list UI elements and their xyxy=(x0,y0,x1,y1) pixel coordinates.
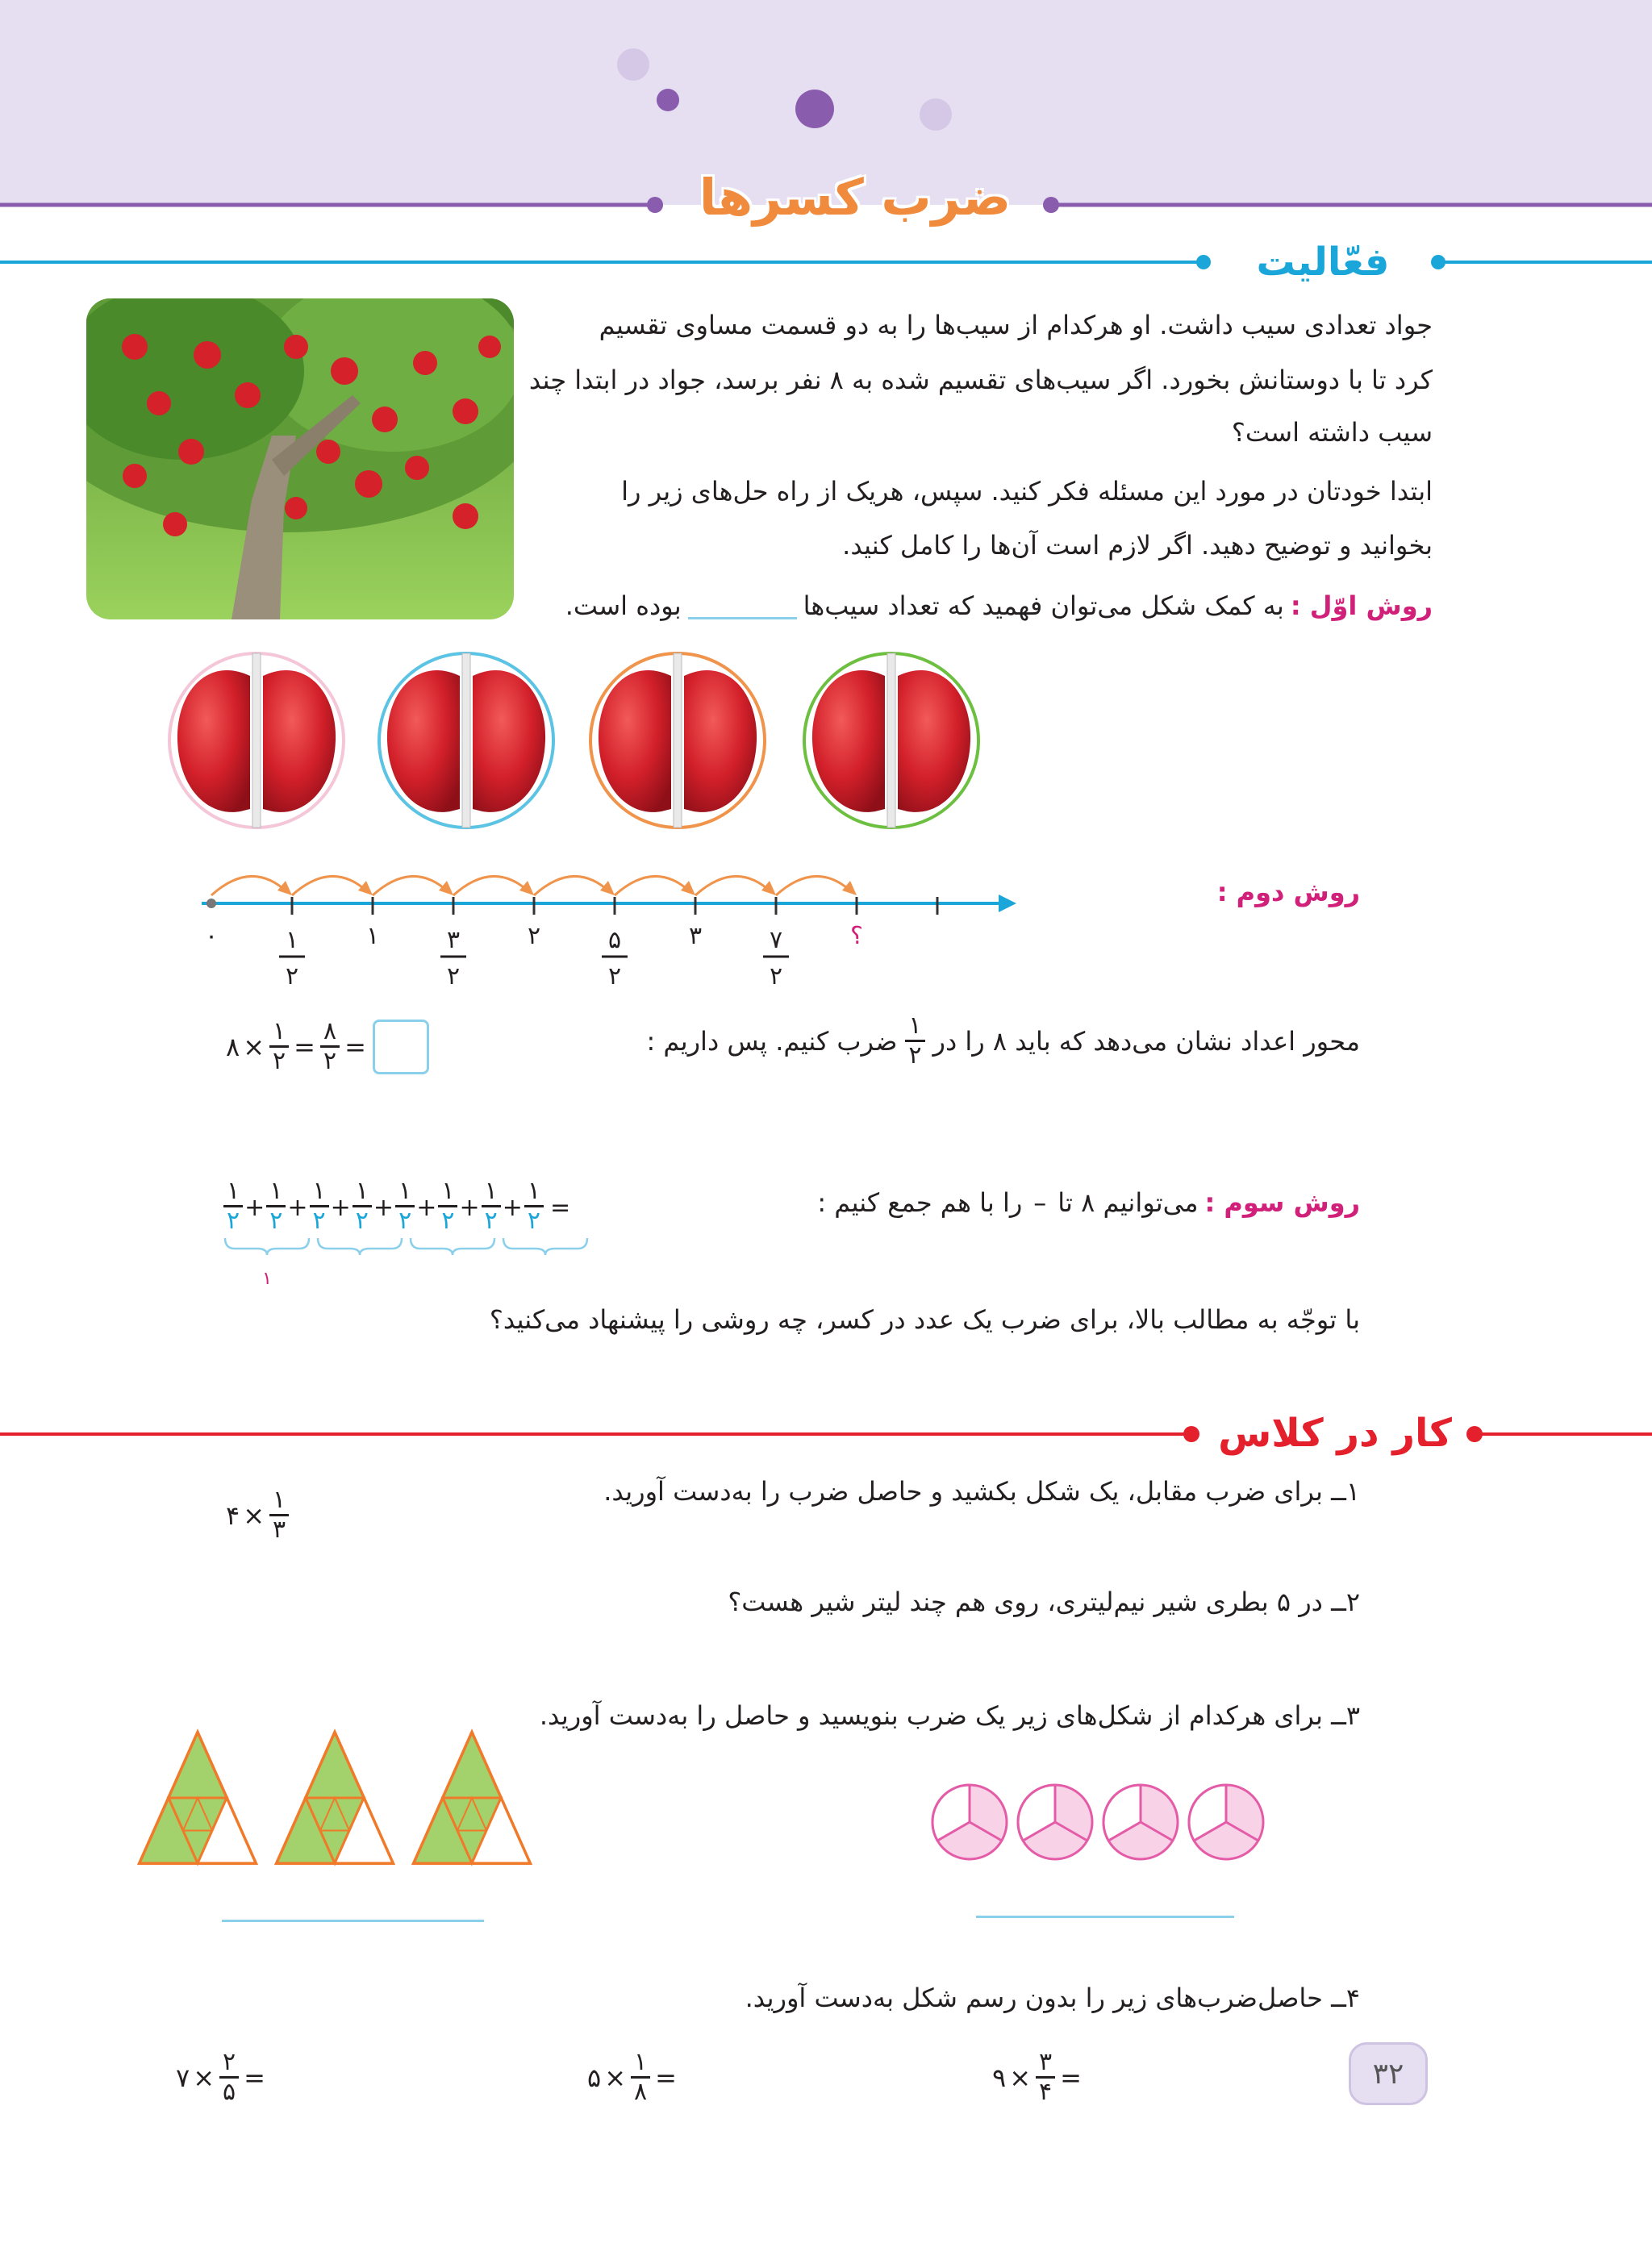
number-line-label: ۰ xyxy=(204,922,219,950)
classwork-q3: ۳ــ برای هرکدام از شکل‌های زیر یک ضرب بنویسید و حاصل را به‌دست آورید. xyxy=(539,1700,1360,1731)
number-line-frac-den: ۲ xyxy=(285,962,299,990)
sum-fraction: $\frac{۱}{۲}$ xyxy=(223,1178,243,1235)
sum-fraction: $\frac{۱}{۲}$ xyxy=(524,1178,544,1235)
q4-expression-1: ۹ × $\frac{۳}{۴}$ = xyxy=(992,2048,1082,2106)
method3-dash: – xyxy=(1033,1187,1047,1218)
triangle-figure-3 xyxy=(414,1733,530,1863)
number-line-frac-den: ۲ xyxy=(446,962,461,990)
hop-arc xyxy=(534,876,610,895)
deco-dot-3 xyxy=(795,90,834,128)
hop-arc xyxy=(453,876,529,895)
apple-3 xyxy=(590,653,765,828)
hop-arrowhead xyxy=(761,881,776,895)
method2-expression: ۸ × $\frac{۱}{۲}$ = $\frac{۸}{۲}$ = xyxy=(226,1018,429,1075)
hop-arc xyxy=(615,876,690,895)
page-number: ۳۲ xyxy=(1372,2057,1404,2091)
sum-fraction: $\frac{۱}{۲}$ xyxy=(310,1178,329,1235)
sum-fraction: $\frac{۱}{۲}$ xyxy=(438,1178,457,1235)
q1-expression: ۴ × $\frac{۱}{۳}$ xyxy=(226,1487,290,1544)
circles-answer-line[interactable] xyxy=(976,1916,1234,1918)
sum-plus: + xyxy=(416,1194,437,1222)
header-rule-dot-right xyxy=(1043,197,1059,213)
problem-line-3: سیب داشته است؟ xyxy=(1231,417,1433,448)
classwork-q2: ۲ــ در ۵ بطری شیر نیم‌لیتری، روی هم چند لیتر شیر هست؟ xyxy=(728,1587,1360,1617)
hop-arrowhead xyxy=(600,881,615,895)
number-line-label: ۳ xyxy=(688,922,703,950)
method1-answer-blank[interactable] xyxy=(688,617,797,619)
method2-text-a: محور اعداد نشان می‌دهد که باید ۸ را در xyxy=(932,1025,1360,1057)
triangle-figure-2 xyxy=(277,1733,393,1863)
thirds-circle-1 xyxy=(932,1785,1007,1859)
deco-dot-1 xyxy=(617,48,649,81)
hop-arrowhead xyxy=(519,881,534,895)
sum-equals: = xyxy=(549,1194,571,1222)
number-line-frac-num: ۷ xyxy=(769,926,783,954)
sum-pair-result: ۱ xyxy=(262,1269,272,1289)
number-line-label: ۲ xyxy=(527,922,541,950)
number-line-frac-num: ۱ xyxy=(285,926,299,954)
sum-plus: + xyxy=(459,1194,480,1222)
number-line-frac-den: ۲ xyxy=(607,962,622,990)
thirds-circle-2 xyxy=(1018,1785,1092,1859)
number-line-label: ۱ xyxy=(365,922,380,950)
q4-expression-2: ۵ × $\frac{۱}{۸}$ = xyxy=(587,2048,677,2106)
hop-arrowhead xyxy=(842,881,857,895)
hop-arc xyxy=(292,876,368,895)
method1-row xyxy=(565,581,1433,631)
number-line xyxy=(194,855,1049,1000)
apples-figure xyxy=(161,637,1016,847)
problem-line-1: جواد تعدادی سیب داشت. او هرکدام از سیب‌ها را به دو قسمت مساوی تقسیم xyxy=(599,310,1433,340)
method3-sum xyxy=(222,1177,571,1289)
method2-label: روش دوم : xyxy=(1216,877,1360,907)
q4-expression-3: ۷ × $\frac{۲}{۵}$ = xyxy=(176,2048,265,2106)
method1-end: بوده است. xyxy=(565,590,682,621)
method3-label: روش سوم : xyxy=(1204,1187,1360,1218)
number-line-frac-num: ۳ xyxy=(446,926,461,954)
deco-dot-4 xyxy=(920,98,952,131)
hop-arc xyxy=(373,876,448,895)
sum-pair-brackets xyxy=(222,1234,593,1291)
method3-text-a: می‌توانیم ۸ تا xyxy=(1058,1187,1199,1218)
hop-arc xyxy=(211,876,287,895)
method2-text-b: ضرب کنیم. پس داریم : xyxy=(646,1025,898,1057)
method3-text-b: را با هم جمع کنیم : xyxy=(817,1187,1023,1218)
sum-plus: + xyxy=(287,1194,308,1222)
method1-text: به کمک شکل می‌توان فهمید که تعداد سیب‌ها xyxy=(803,590,1284,621)
method1-label: روش اوّل : xyxy=(1290,590,1433,621)
sum-plus: + xyxy=(244,1194,265,1222)
problem-line-5: بخوانید و توضیح دهید. اگر لازم است آن‌ها را کامل کنید. xyxy=(842,530,1433,561)
classwork-q4: ۴ــ حاصل‌ضرب‌های زیر را بدون رسم شکل به‌دست آورید. xyxy=(745,1983,1360,2013)
hop-arrowhead xyxy=(358,881,373,895)
method2-answer-box[interactable] xyxy=(373,1020,429,1074)
sum-fraction: $\frac{۱}{۲}$ xyxy=(266,1178,286,1235)
apple-4 xyxy=(804,653,978,828)
deco-dot-2 xyxy=(657,89,679,111)
number-line-frac-num: ۵ xyxy=(607,926,622,954)
apple-2 xyxy=(379,653,553,828)
circles-figure xyxy=(928,1779,1274,1867)
number-line-frac-den: ۲ xyxy=(769,962,783,990)
hop-arrowhead xyxy=(439,881,453,895)
method2-row xyxy=(646,1012,1360,1070)
sum-fraction: $\frac{۱}{۲}$ xyxy=(353,1178,372,1235)
apple-1 xyxy=(169,653,344,828)
activity-title: فعّالیت xyxy=(1256,240,1390,285)
method3-row xyxy=(817,1178,1360,1228)
hop-arc xyxy=(695,876,771,895)
thirds-circle-3 xyxy=(1103,1785,1178,1859)
classwork-q1: ۱ــ برای ضرب مقابل، یک شکل بکشید و حاصل ضرب را به‌دست آورید. xyxy=(603,1476,1360,1507)
problem-line-2: کرد تا با دوستانش بخورد. اگر سیب‌های تقسیم شده به ۸ نفر برسد، جواد در ابتدا چند xyxy=(528,365,1433,395)
apple-tree-photo xyxy=(86,298,514,619)
sum-plus: + xyxy=(502,1194,523,1222)
sum-fraction: $\frac{۱}{۲}$ xyxy=(482,1178,501,1235)
triangle-figure-1 xyxy=(140,1733,256,1863)
number-line-origin xyxy=(206,899,216,908)
sum-fraction: $\frac{۱}{۲}$ xyxy=(395,1178,415,1235)
method2-fraction: $\frac{۱}{۲}$ xyxy=(905,1012,924,1070)
header-rule-dot-left xyxy=(647,197,663,213)
sum-plus: + xyxy=(330,1194,351,1222)
page-number-badge xyxy=(1349,2042,1428,2105)
sum-plus: + xyxy=(373,1194,394,1222)
hop-arc xyxy=(776,876,852,895)
hop-arrowhead xyxy=(277,881,292,895)
number-line-arrowhead xyxy=(999,894,1016,912)
problem-line-4: ابتدا خودتان در مورد این مسئله فکر کنید. سپس، هریک از راه حل‌های زیر را xyxy=(621,476,1433,507)
number-line-label: ؟ xyxy=(850,922,863,950)
hop-arrowhead xyxy=(681,881,695,895)
thirds-circle-4 xyxy=(1189,1785,1263,1859)
page-title: ضرب کسرها xyxy=(699,168,1012,227)
triangles-answer-line[interactable] xyxy=(222,1920,484,1922)
triangles-figure xyxy=(133,1726,553,1871)
classwork-title: کار در کلاس xyxy=(1218,1411,1452,1456)
activity-question: با توجّه به مطالب بالا، برای ضرب یک عدد در کسر، چه روشی را پیشنهاد می‌کنید؟ xyxy=(489,1304,1360,1335)
